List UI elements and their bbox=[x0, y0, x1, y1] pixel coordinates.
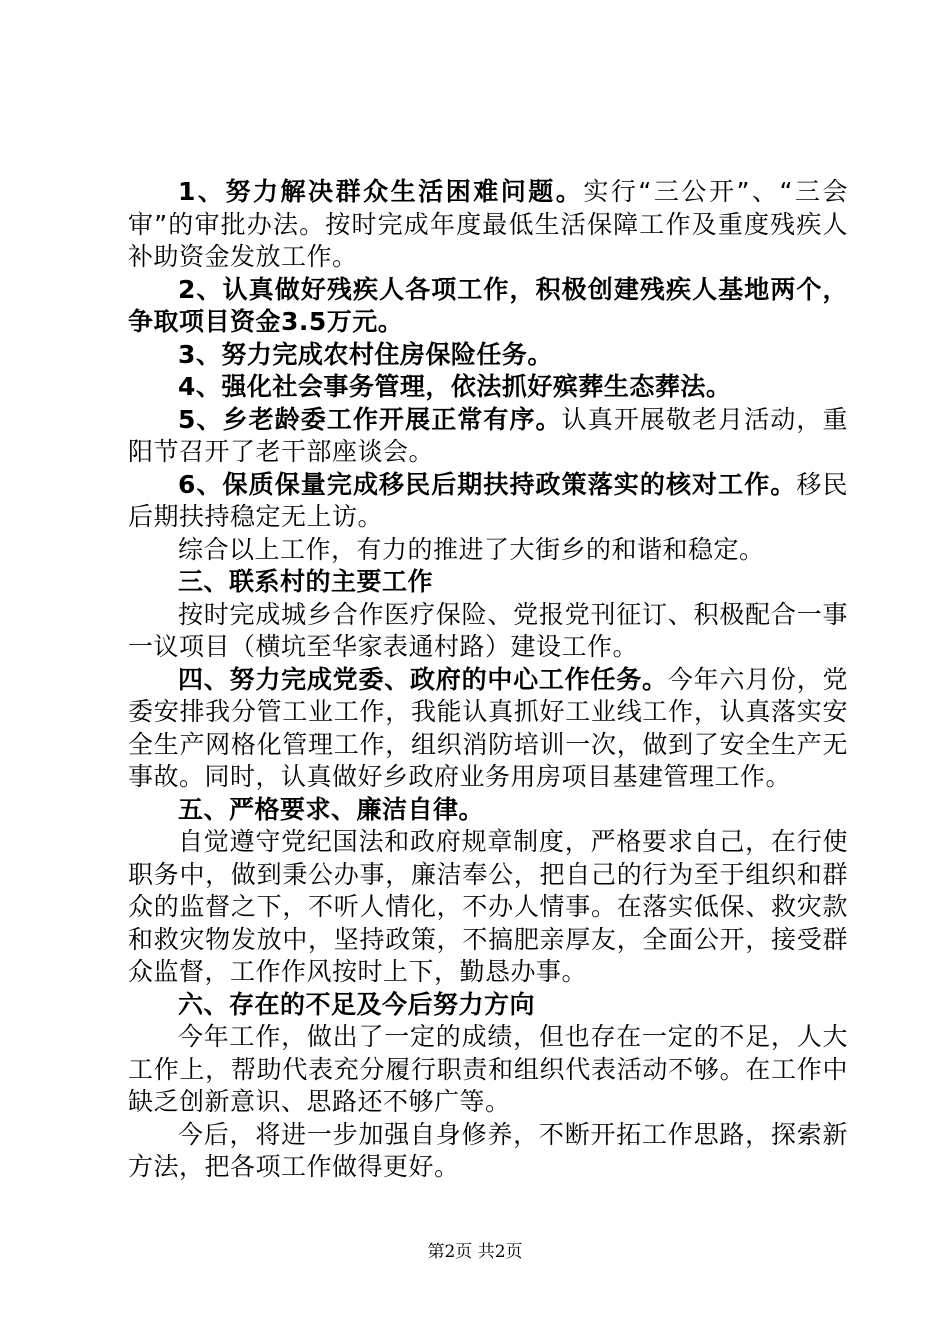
paragraph-lead: 5、乡老龄委工作开展正常有序。 bbox=[178, 404, 562, 434]
paragraph-lead: 4、强化社会事务管理，依法抓好殡葬生态葬法。 bbox=[178, 372, 732, 401]
paragraph-4 bbox=[128, 371, 848, 404]
paragraph-text: 今后，将进一步加强自身修养，不断开拓工作思路，探索新方法，把各项工作做得更好。 bbox=[128, 1119, 848, 1181]
paragraph-text: 今年六月份，党委安排我分管工业工作，我能认真抓好工业线工作，认真落实安全生产网格化管理工作，组织消防培训一次，做到了安全生产无事故。同时，认真做好乡政府业务用房项目基建管理工作。 bbox=[128, 664, 848, 791]
paragraph-14 bbox=[128, 1021, 848, 1119]
paragraph-lead: 1、努力解决群众生活困难问题。 bbox=[178, 177, 584, 206]
paragraph-lead: 3、努力完成农村住房保险任务。 bbox=[178, 339, 553, 369]
paragraph-lead: 2、认真做好残疾人各项工作，积极创建残疾人基地两个，争取项目资金3.5万元。 bbox=[128, 274, 848, 336]
paragraph-2 bbox=[128, 274, 848, 339]
section-heading-5 bbox=[128, 794, 848, 827]
document-body bbox=[128, 176, 848, 1184]
paragraph-12 bbox=[128, 826, 848, 989]
paragraph-lead: 六、存在的不足及今后努力方向 bbox=[178, 989, 536, 1019]
section-heading-6 bbox=[128, 989, 848, 1022]
paragraph-7 bbox=[128, 534, 848, 567]
paragraph-text: 认真开展敬老月活动，重阳节召开了老干部座谈会。 bbox=[128, 404, 848, 466]
paragraph-9 bbox=[128, 599, 848, 664]
page-number: 第2页 共2页 bbox=[427, 1242, 523, 1262]
paragraph-6 bbox=[128, 469, 848, 534]
paragraph-lead: 四、努力完成党委、政府的中心工作任务。 bbox=[178, 664, 668, 694]
paragraph-text: 自觉遵守党纪国法和政府规章制度，严格要求自己，在行使职务中，做到秉公办事，廉洁奉公，把自己的行为至于组织和群众的监督之下，不听人情化，不办人情事。在落实低保、救灾款和救灾物发放中，坚持政策，不搞肥亲厚友，全面公开，接受群众监督，工作作风按时上下，勤恳办事。 bbox=[128, 827, 848, 986]
paragraph-1 bbox=[128, 176, 848, 274]
paragraph-lead: 三、联系村的主要工作 bbox=[178, 567, 434, 596]
page-footer bbox=[0, 1240, 950, 1264]
paragraph-text: 综合以上工作，有力的推进了大街乡的和谐和稳定。 bbox=[178, 534, 765, 564]
paragraph-lead: 五、严格要求、廉洁自律。 bbox=[178, 794, 485, 824]
paragraph-text: 今年工作，做出了一定的成绩，但也存在一定的不足，人大工作上，帮助代表充分履行职责和组织代表活动不够。在工作中缺乏创新意识、思路还不够广等。 bbox=[128, 1022, 848, 1116]
paragraph-lead: 6、保质保量完成移民后期扶持政策落实的核对工作。 bbox=[178, 469, 797, 499]
section-heading-3 bbox=[128, 566, 848, 599]
section-heading-4 bbox=[128, 664, 848, 794]
paragraph-text: 按时完成城乡合作医疗保险、党报党刊征订、积极配合一事一议项目（横坑至华家表通村路）建设工作。 bbox=[128, 599, 848, 661]
paragraph-3 bbox=[128, 339, 848, 372]
paragraph-5 bbox=[128, 404, 848, 469]
paragraph-text: 移民后期扶持稳定无上访。 bbox=[128, 469, 848, 531]
paragraph-15 bbox=[128, 1119, 848, 1184]
paragraph-text: 实行“三公开”、“三会审”的审批办法。按时完成年度最低生活保障工作及重度残疾人补助资金发放工作。 bbox=[128, 177, 848, 271]
